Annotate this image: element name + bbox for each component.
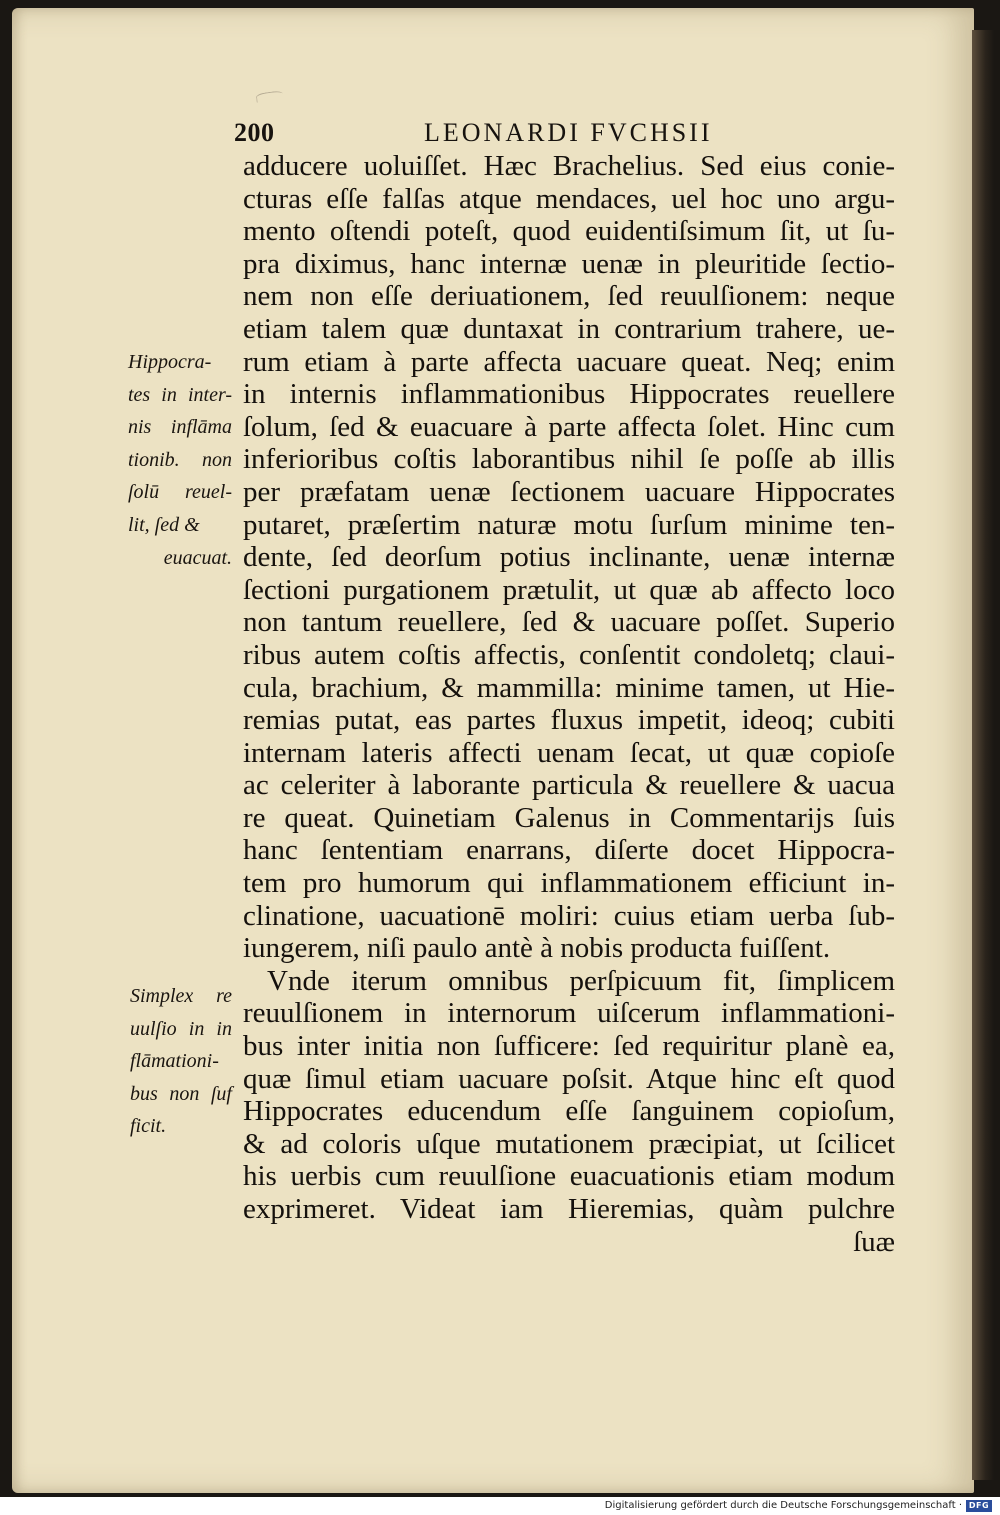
text-line: ſectioni purgationem prætulit, ut quæ ab affecto loco — [243, 573, 895, 606]
text-line: putaret, præſertim naturæ motu ſurſum minime ten- — [243, 508, 895, 541]
text-line: cula, brachium, & mammilla: minime tamen, ut Hie- — [243, 671, 895, 704]
text-line: & ad coloris uſque mutationem præcipiat, ut ſcilicet — [243, 1127, 895, 1160]
dfg-logo[interactable]: DFG — [966, 1500, 992, 1512]
catchword: ſuæ — [853, 1225, 895, 1258]
margin-note-hippocrates — [128, 346, 232, 574]
text-line: Hippocrates educendum eſſe ſanguinem copioſum, — [243, 1095, 895, 1128]
running-title: LEONARDI FVCHSII — [424, 118, 713, 147]
margin-note-line: Hippocra- — [128, 351, 212, 373]
text-line: Vnde iterum omnibus perſpicuum fit, ſimplicem — [267, 964, 895, 997]
text-line: ſolum, ſed & euacuare à parte affecta ſolet. Hinc cum — [243, 410, 895, 443]
margin-note-simplex — [130, 980, 232, 1143]
page-number: 200 — [234, 118, 275, 147]
text-line: non tantum reuellere, ſed & uacuare poſſet. Superio — [243, 606, 895, 639]
text-line: reuulſionem in internorum uiſcerum inflammationi- — [243, 997, 895, 1030]
text-line: etiam talem quæ duntaxat in contrarium trahere, ue- — [243, 312, 895, 345]
digitization-footer — [0, 1497, 1000, 1515]
margin-note-line: flāmationi- — [130, 1050, 219, 1073]
text-line: clinatione, uacuationē moliri: cuius etiam uerba ſub- — [243, 899, 895, 932]
margin-note-line: tionib. non — [128, 448, 232, 471]
margin-note-line: ſolū reuel- — [128, 481, 232, 504]
text-line: cturas eſſe falſas atque mendaces, uel hoc uno argu- — [243, 182, 895, 215]
margin-note-line: ficit. — [130, 1115, 167, 1138]
margin-note-line: uulſio in in — [130, 1017, 232, 1040]
margin-note-line: bus non ſuf — [130, 1082, 232, 1105]
text-line: iungerem, niſi paulo antè à nobis producta fuiſſent. — [243, 932, 831, 965]
text-line: hanc ſententiam enarrans, diſerte docet Hippocra- — [243, 834, 895, 867]
text-line: dente, ſed deorſum potius inclinante, uenæ internæ — [243, 541, 895, 574]
text-line: remias putat, eas partes fluxus impetit, ideoq; cubiti — [243, 704, 895, 737]
text-line: mento oſtendi poteſt, quod euidentiſsimum ſit, ut ſu- — [243, 215, 895, 248]
margin-note-line: tes in inter- — [128, 383, 232, 406]
text-line: internam lateris affecti uenam ſecat, ut quæ copioſe — [243, 736, 895, 769]
text-line: rum etiam à parte affecta uacuare queat. Neq; enim — [243, 345, 895, 378]
text-line: ac celeriter à laborante particula & reuellere & uacua — [243, 769, 895, 802]
margin-note-line: nis inflāma — [128, 416, 232, 439]
text-line: inferioribus coſtis laborantibus nihil ſe poſſe ab illis — [243, 443, 895, 476]
text-line: tem pro humorum qui inflammationem efficiunt in- — [243, 867, 895, 900]
text-line: per præfatam uenæ ſectionem uacuare Hippocrates — [243, 475, 895, 508]
margin-note-line: Simplex re — [130, 985, 232, 1007]
book-page-edge — [972, 30, 994, 1480]
text-line: bus inter initia non ſufficere: ſed requiritur planè ea, — [243, 1030, 895, 1063]
text-line: pra diximus, hanc internæ uenæ in pleuritide ſectio- — [243, 247, 895, 280]
text-line: nem non eſſe deriuationem, ſed reuulſionem: neque — [243, 280, 895, 313]
text-line: his uerbis cum reuulſione euacuationis etiam modum — [243, 1160, 895, 1193]
margin-note-line: lit, ſed & — [128, 513, 200, 536]
text-line: quæ ſimul etiam uacuare poſsit. Atque hinc eſt quod — [243, 1062, 895, 1095]
text-line: adducere uoluiſſet. Hæc Brachelius. Sed eius conie- — [243, 150, 895, 182]
text-line: exprimeret. Videat iam Hieremias, quàm pulchre — [243, 1193, 895, 1225]
body-text — [243, 150, 895, 1258]
text-line: ribus autem coſtis affectis, conſentit condoletq; claui- — [243, 638, 895, 671]
text-line: re queat. Quinetiam Galenus in Commentarijs ſuis — [243, 801, 895, 834]
margin-note-line: euacuat. — [163, 546, 232, 569]
text-line: in internis inflammationibus Hippocrates reuellere — [243, 378, 895, 411]
footer-credit: Digitalisierung gefördert durch die Deutsche Forschungsgemeinschaft · — [604, 1500, 962, 1511]
